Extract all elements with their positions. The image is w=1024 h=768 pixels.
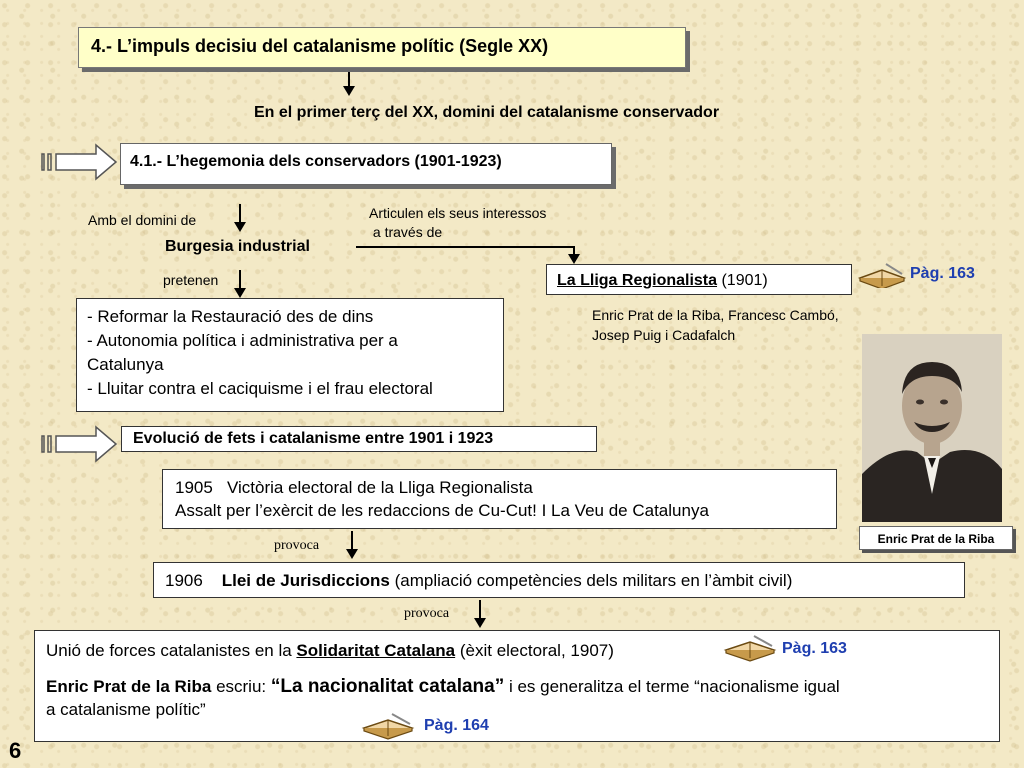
- pag-link-lliga[interactable]: Pàg. 163: [910, 265, 975, 282]
- event-1906-law: Llei de Jurisdiccions: [221, 571, 390, 590]
- event-1905-line2: Assalt per l’exèrcit de les redaccions de Cu-Cut! I La Veu de Catalunya: [175, 501, 709, 520]
- event-1906-year: 1906: [165, 571, 222, 590]
- objective-item: Catalunya: [87, 355, 164, 374]
- objective-item: - Lluitar contra el caciquisme i el frau electoral: [87, 379, 433, 398]
- articulen-line: Articulen els seus interessos: [369, 205, 547, 221]
- book-icon[interactable]: [722, 634, 778, 662]
- connector-line: [351, 531, 353, 550]
- connector-line: [479, 600, 481, 619]
- pag-link-solidaritat[interactable]: Pàg. 163: [782, 640, 847, 657]
- arrow-down-icon: [343, 86, 355, 96]
- objectives-box: [76, 298, 504, 412]
- portrait-caption-box: [859, 526, 1013, 550]
- objective-item: - Reformar la Restauració des de dins: [87, 307, 374, 326]
- pag-link-nacionalitat[interactable]: Pàg. 164: [424, 717, 489, 734]
- event-1906-box: [153, 562, 965, 598]
- connector-line: [239, 270, 241, 289]
- book-icon[interactable]: [856, 262, 908, 288]
- main-title: 4.- L’impuls decisiu del catalanisme polític (Segle XX): [91, 36, 549, 56]
- arrow-down-icon: [346, 549, 358, 559]
- event-1906-rest: (ampliació competències dels militars en l’àmbit civil): [389, 571, 793, 590]
- arrow-right-icon: [40, 142, 120, 182]
- leaders-line: Enric Prat de la Riba, Francesc Cambó,: [592, 307, 839, 323]
- leaders-line: Josep Puig i Cadafalch: [592, 327, 736, 343]
- lliga-year: (1901): [717, 272, 768, 289]
- arrow-down-icon: [234, 222, 246, 232]
- section2-title: Evolució de fets i catalanisme entre 1901 i 1923: [133, 430, 494, 447]
- arrow-down-icon: [234, 288, 246, 298]
- burgesia-label: Burgesia industrial: [165, 238, 310, 255]
- prat-de-la-riba: Enric Prat de la Riba: [46, 677, 212, 696]
- book-icon[interactable]: [360, 712, 416, 740]
- final-line3: a catalanisme polític”: [46, 700, 206, 719]
- event-1905-line1: 1905 Victòria electoral de la Lliga Regionalista: [175, 478, 533, 497]
- provoca-label: provoca: [404, 606, 450, 621]
- final-text: escriu:: [211, 677, 271, 696]
- portrait-image: [862, 334, 1002, 522]
- subtitle: En el primer terç del XX, domini del catalanisme conservador: [254, 104, 720, 121]
- pretenen-label: pretenen: [163, 272, 219, 288]
- objective-item: - Autonomia política i administrativa per a: [87, 331, 398, 350]
- final-line2: [46, 675, 999, 698]
- lliga-leaders: [592, 305, 839, 345]
- final-line1: [46, 639, 999, 662]
- section1-box: [120, 143, 612, 185]
- slide-number: 6: [9, 738, 22, 763]
- connector-line: [356, 246, 575, 248]
- lliga-name: La Lliga Regionalista: [557, 272, 718, 289]
- portrait-caption: Enric Prat de la Riba: [877, 532, 995, 546]
- event-1905-box: [162, 469, 837, 529]
- final-box: [34, 630, 1000, 742]
- arrow-down-icon: [568, 254, 580, 264]
- nacionalitat-catalana: “La nacionalitat catalana”: [270, 676, 505, 697]
- section1-title: 4.1.- L’hegemonia dels conservadors (1901-1923): [130, 153, 502, 170]
- connector-line: [239, 204, 241, 224]
- arrow-right-icon: [40, 424, 120, 464]
- articulen-label: [369, 204, 546, 242]
- final-text: i es generalitza el terme “nacionalisme igual: [504, 677, 840, 696]
- provoca-label: provoca: [274, 538, 320, 553]
- main-title-box: [78, 27, 686, 68]
- final-text: (èxit electoral, 1907): [455, 641, 614, 660]
- amb-domini-label: Amb el domini de: [88, 212, 197, 228]
- solidaritat-catalana: Solidaritat Catalana: [296, 641, 456, 660]
- portrait-photo: [862, 334, 1002, 522]
- section2-box: [121, 426, 597, 452]
- final-text: Unió de forces catalanistes en la: [46, 641, 297, 660]
- articulen-line: a través de: [369, 224, 443, 240]
- lliga-box: [546, 264, 852, 295]
- arrow-down-icon: [474, 618, 486, 628]
